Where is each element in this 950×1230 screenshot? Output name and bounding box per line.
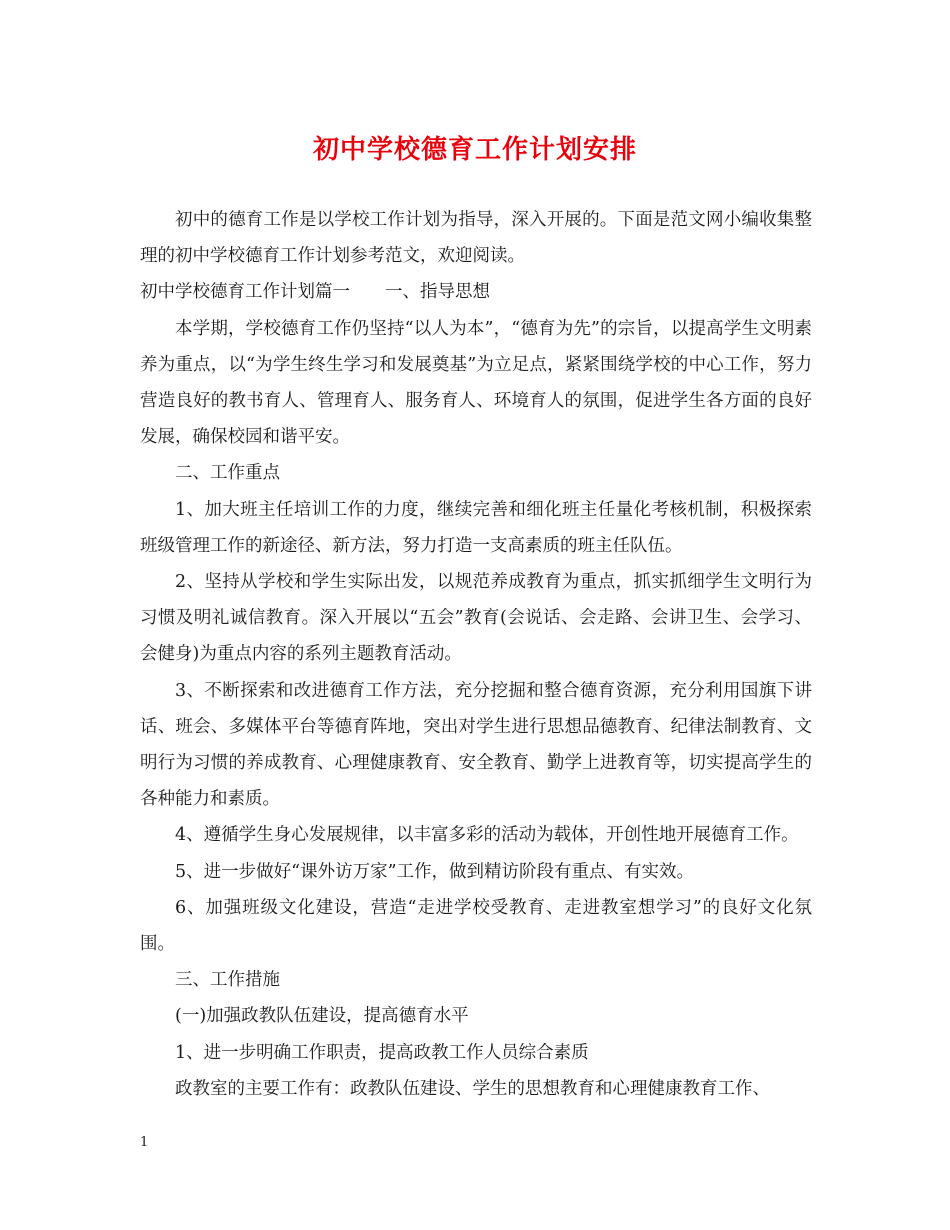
heading-work-measures: 三、工作措施	[175, 970, 280, 991]
paragraph-guiding-thought: 本学期，学校德育工作仍坚持“以人为本”，“德育为先”的宗旨，以提高学生文明素养为重点，以“为学生终生学习和发展奠基”为立足点，紧紧围绕学校的中心工作，努力营造良好的教书育人、管理育人、服务育人、环境育人的氛围，促进学生各方面的良好发展，确保校园和谐平安。	[140, 318, 812, 448]
paragraph-section-heading: 初中学校德育工作计划篇一 一、指导思想	[140, 282, 490, 303]
subheading-measure-1: (一)加强政教队伍建设，提高德育水平	[175, 1006, 469, 1027]
paragraph-measure-1-1: 1、进一步明确工作职责，提高政教工作人员综合素质	[175, 1042, 589, 1063]
paragraph-measure-1-body: 政教室的主要工作有：政教队伍建设、学生的思想教育和心理健康教育工作、	[175, 1078, 770, 1099]
paragraph-focus-3: 3、不断探索和改进德育工作方法，充分挖掘和整合德育资源，充分利用国旗下讲话、班会、多媒体平台等德育阵地，突出对学生进行思想品德教育、纪律法制教育、文明行为习惯的养成教育、心理健康教育、安全教育、勤学上进教育等，切实提高学生的各种能力和素质。	[140, 680, 812, 810]
heading-work-focus: 二、工作重点	[175, 463, 280, 484]
paragraph-focus-6: 6、加强班级文化建设，营造“走进学校受教育、走进教室想学习”的良好文化氛围。	[140, 897, 812, 955]
document-body	[140, 202, 812, 1107]
paragraph-focus-4: 4、遵循学生身心发展规律，以丰富多彩的活动为载体，开创性地开展德育工作。	[175, 825, 799, 846]
page-number: 1	[140, 1135, 149, 1150]
paragraph-focus-2: 2、坚持从学校和学生实际出发，以规范养成教育为重点，抓实抓细学生文明行为习惯及明礼诚信教育。深入开展以“五会”教育(会说话、会走路、会讲卫生、会学习、会健身)为重点内容的系列主题教育活动。	[140, 572, 812, 665]
paragraph-focus-5: 5、进一步做好“课外访万家”工作，做到精访阶段有重点、有实效。	[175, 861, 695, 882]
document-title: 初中学校德育工作计划安排	[312, 135, 637, 165]
paragraph-intro: 初中的德育工作是以学校工作计划为指导，深入开展的。下面是范文网小编收集整理的初中学校德育工作计划参考范文，欢迎阅读。	[140, 210, 812, 267]
paragraph-focus-1: 1、加大班主任培训工作的力度，继续完善和细化班主任量化考核机制，积极探索班级管理工作的新途径、新方法，努力打造一支高素质的班主任队伍。	[140, 499, 812, 556]
